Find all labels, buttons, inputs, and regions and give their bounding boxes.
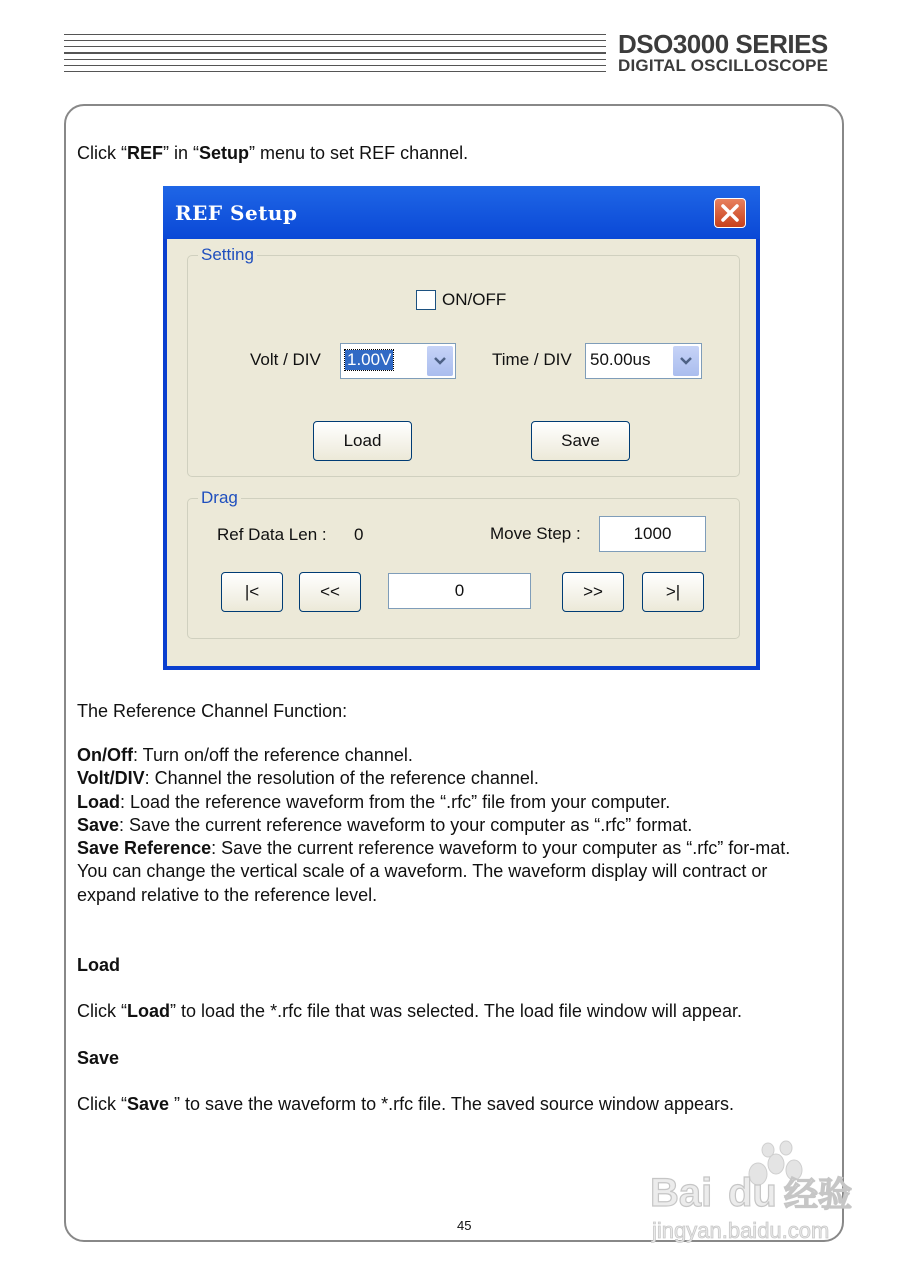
load-paragraph: Click “Load” to load the *.rfc file that was selected. The load file window will appear.: [77, 1001, 742, 1021]
time-div-dropdown-button[interactable]: [673, 346, 699, 376]
dialog-titlebar: [163, 186, 760, 239]
definitions-block: [77, 744, 817, 907]
definition-item: Load: Load the reference waveform from the “.rfc” file from your computer.: [77, 791, 671, 812]
setting-group: [187, 245, 740, 477]
volt-div-label: Volt / DIV: [250, 350, 321, 369]
definition-item: Save Reference: Save the current reference waveform to your computer as “.rfc” for-mat.: [77, 838, 791, 859]
svg-text:Bai: Bai: [650, 1171, 713, 1215]
time-div-label: Time / DIV: [492, 350, 572, 369]
definition-item: Save: Save the current reference waveform to your computer as “.rfc” format.: [77, 814, 693, 835]
first-button[interactable]: |<: [221, 572, 283, 612]
header-rule-lines: [64, 34, 606, 74]
scale-note: You can change the vertical scale of a waveform. The waveform display will contract or expand relative to the reference level.: [77, 861, 768, 905]
time-div-select[interactable]: [585, 343, 702, 379]
save-paragraph: Click “Save ” to save the waveform to *.rfc file. The saved source window appears.: [77, 1094, 734, 1114]
drag-group-label: Drag: [198, 488, 241, 508]
close-icon: [715, 199, 745, 227]
series-subtitle: DIGITAL OSCILLOSCOPE: [618, 56, 829, 75]
drag-group: [187, 488, 740, 639]
move-step-input[interactable]: 1000: [599, 516, 706, 552]
volt-div-dropdown-button[interactable]: [427, 346, 453, 376]
onoff-checkbox[interactable]: [416, 290, 436, 310]
position-input[interactable]: 0: [388, 573, 531, 609]
load-heading: Load: [77, 955, 120, 975]
last-button[interactable]: >|: [642, 572, 704, 612]
chevron-down-icon: [427, 346, 453, 376]
save-button[interactable]: Save: [531, 421, 630, 461]
onoff-label: ON/OFF: [442, 290, 507, 309]
intro-paragraph: Click “REF” in “Setup” menu to set REF channel.: [77, 143, 469, 163]
load-button[interactable]: Load: [313, 421, 412, 461]
move-step-label: Move Step :: [490, 524, 581, 543]
ref-data-len-value: 0: [354, 525, 364, 544]
page-number: 45: [457, 1218, 472, 1233]
volt-div-select[interactable]: [340, 343, 456, 379]
close-button[interactable]: [714, 198, 746, 228]
dialog-title: REF Setup: [175, 201, 298, 225]
svg-text:经验: 经验: [784, 1175, 852, 1215]
dialog-client-area: [167, 239, 756, 666]
ref-setup-dialog: [163, 186, 760, 670]
svg-text:jingyan.baidu.com: jingyan.baidu.com: [652, 1218, 830, 1243]
svg-text:du: du: [728, 1171, 777, 1215]
previous-button[interactable]: <<: [299, 572, 361, 612]
chevron-down-icon: [673, 346, 699, 376]
setting-group-label: Setting: [198, 245, 257, 265]
time-div-value: 50.00us: [590, 350, 651, 369]
next-button[interactable]: >>: [562, 572, 624, 612]
function-heading: The Reference Channel Function:: [77, 701, 348, 721]
definition-item: On/Off: Turn on/off the reference channel.: [77, 745, 413, 765]
save-heading: Save: [77, 1048, 120, 1068]
definition-item: Volt/DIV: Channel the resolution of the reference channel.: [77, 768, 539, 789]
baidu-watermark: [646, 1140, 862, 1248]
series-title: DSO3000 SERIES: [618, 29, 828, 59]
volt-div-value: 1.00V: [347, 350, 392, 369]
ref-data-len-label: Ref Data Len :: [217, 525, 327, 544]
